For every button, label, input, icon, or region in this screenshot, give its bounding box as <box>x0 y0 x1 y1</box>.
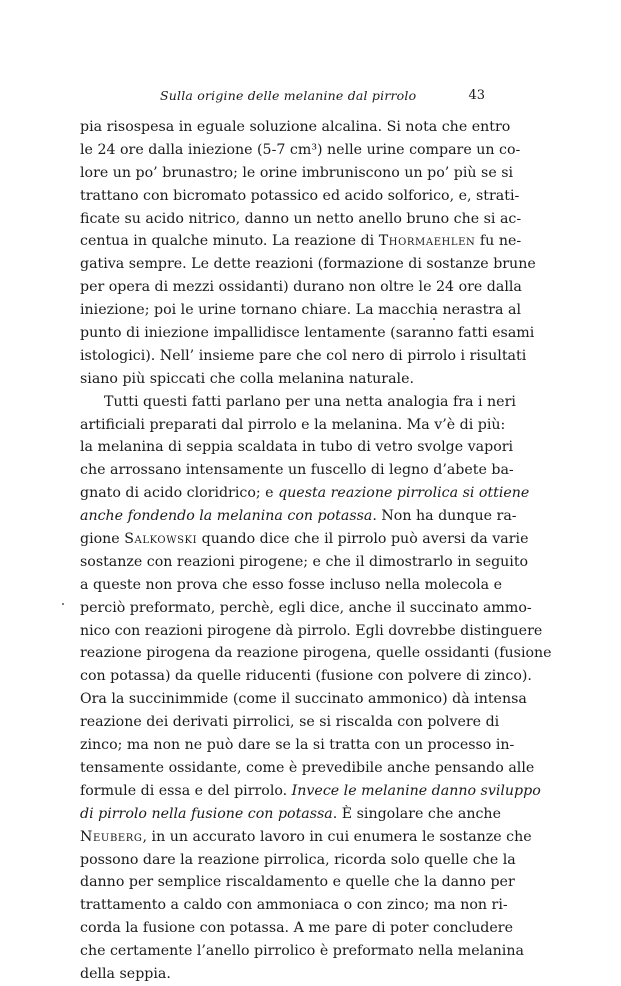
text-run: centua in qualche minuto. La reazione di <box>80 233 379 250</box>
text-line <box>80 116 511 139</box>
text-line <box>80 620 543 643</box>
text-run: gnato di acido cloridrico; e <box>80 485 279 502</box>
text-line <box>80 299 522 322</box>
text-run: istologici). Nell’ insieme pare che col nero di pirrolo i risultati <box>80 347 527 364</box>
text-line <box>80 276 522 299</box>
text-run: che certamente l’anello pirrolico è preformato nella melanina <box>80 943 524 960</box>
text-run: . Non ha dunque ra- <box>372 508 517 525</box>
text-run: con potassa) da quelle riducenti (fusione con polvere di zinco). <box>80 668 532 685</box>
text-line <box>80 711 500 734</box>
text-run: le 24 ore dalla iniezione (5-7 cm³) nelle urine compare un co- <box>80 141 521 158</box>
text-run: danno per semplice riscaldamento e quelle che la danno per <box>80 874 515 891</box>
text-line <box>80 849 516 872</box>
text-line <box>80 345 527 368</box>
text-line <box>80 780 541 803</box>
text-run: artificiali preparati dal pirrolo e la melanina. Ma v’è di più: <box>80 416 506 433</box>
text-line <box>80 322 535 345</box>
text-run: reazione pirogena da reazione pirogena, quelle ossidanti (fusione <box>80 645 552 662</box>
page-number: 43 <box>468 88 485 103</box>
text-line <box>80 894 508 917</box>
text-run: che arrossano intensamente un fuscello di legno d’abete ba- <box>80 462 514 479</box>
text-line <box>80 757 535 780</box>
margin-speck <box>433 318 435 320</box>
text-run: zinco; ma non ne può dare se la si tratta con un processo in- <box>80 737 515 754</box>
text-line <box>80 917 513 940</box>
text-run: Tutti questi fatti parlano per una netta analogia fra i neri <box>104 393 516 410</box>
text-run: fu ne- <box>475 233 522 250</box>
text-line <box>80 368 485 391</box>
text-run: iniezione; poi le urine tornano chiare. La macchia nerastra al <box>80 302 522 319</box>
text-line <box>80 871 515 894</box>
text-line <box>80 139 521 162</box>
text-run: ficate su acido nitrico, danno un netto anello bruno che si ac- <box>80 210 522 227</box>
margin-speck <box>62 603 64 605</box>
text-line <box>80 963 485 986</box>
text-run: corda la fusione con potassa. A me pare di poter concludere <box>80 920 513 937</box>
text-run: punto di iniezione impallidisce lentamente (saranno fatti esami <box>80 325 535 342</box>
text-run: possono dare la reazione pirrolica, ricorda solo quelle che la <box>80 851 516 868</box>
text-run: gione <box>80 531 125 548</box>
running-head <box>80 88 485 108</box>
body-text <box>80 116 552 986</box>
text-run: tensamente ossidante, come è prevedibile anche pensando alle <box>80 759 535 776</box>
text-run: trattano con bicromato potassico ed acido solforico, e, strati- <box>80 187 520 204</box>
text-line <box>80 688 527 711</box>
text-run: , in un accurato lavoro in cui enumera le sostanze che <box>142 828 532 845</box>
text-run: della seppia. <box>80 965 171 982</box>
text-line <box>80 642 552 665</box>
text-line <box>80 459 514 482</box>
text-run: Ora la succinimmide (come il succinato ammonico) dà intensa <box>80 691 527 708</box>
text-line <box>80 597 532 620</box>
text-run: sostanze con reazioni pirogene; e che il dimostrarlo in seguito <box>80 553 529 570</box>
text-line <box>80 665 532 688</box>
text-line <box>80 253 536 276</box>
text-line <box>80 482 530 505</box>
text-line <box>80 185 520 208</box>
emphasis-text: questa reazione pirrolica si ottiene <box>278 485 530 502</box>
emphasis-text: di pirrolo nella fusione con potassa <box>80 805 333 822</box>
text-line <box>80 940 524 963</box>
running-title: Sulla origine delle melanine dal pirrolo <box>160 88 417 103</box>
text-line <box>80 574 502 597</box>
text-run: . È singolare che anche <box>332 805 501 822</box>
text-line <box>80 208 522 231</box>
text-line <box>80 505 517 528</box>
text-line <box>80 414 506 437</box>
text-line <box>80 803 501 826</box>
text-run: per opera di mezzi ossidanti) durano non oltre le 24 ore dalla <box>80 279 522 296</box>
text-run: nico con reazioni pirogene dà pirrolo. Egli dovrebbe distinguere <box>80 622 543 639</box>
text-run: reazione dei derivati pirrolici, se si riscalda con polvere di <box>80 714 500 731</box>
text-run: siano più spiccati che colla melanina naturale. <box>80 370 414 387</box>
text-run: quando dice che il pirrolo può aversi da varie <box>197 531 529 548</box>
text-run: lore un po’ brunastro; le orine imbruniscono un po’ più se si <box>80 164 514 181</box>
text-run: la melanina di seppia scaldata in tubo di vetro svolge vapori <box>80 439 514 456</box>
author-name: Neuberg <box>80 828 143 845</box>
text-run: a queste non prova che esso fosse incluso nella molecola e <box>80 576 502 593</box>
text-line <box>80 230 522 253</box>
text-line <box>80 551 529 574</box>
text-line <box>80 528 529 551</box>
text-run: gativa sempre. Le dette reazioni (formazione di sostanze brune <box>80 256 536 273</box>
emphasis-text: Invece le melanine danno sviluppo <box>291 782 541 799</box>
text-line <box>80 391 516 414</box>
text-line <box>80 826 532 849</box>
emphasis-text: anche fondendo la melanina con potassa <box>80 508 373 525</box>
text-run: trattamento a caldo con ammoniaca o con zinco; ma non ri- <box>80 897 508 914</box>
text-line <box>80 162 514 185</box>
text-run: pia risospesa in eguale soluzione alcalina. Si nota che entro <box>80 119 511 135</box>
author-name: Thormaehlen <box>378 233 476 250</box>
text-line <box>80 436 514 459</box>
author-name: Salkowski <box>124 531 198 548</box>
text-run: perciò preformato, perchè, egli dice, anche il succinato ammo- <box>80 599 532 616</box>
text-line <box>80 734 515 757</box>
text-run: formule di essa e del pirrolo. <box>80 782 292 799</box>
